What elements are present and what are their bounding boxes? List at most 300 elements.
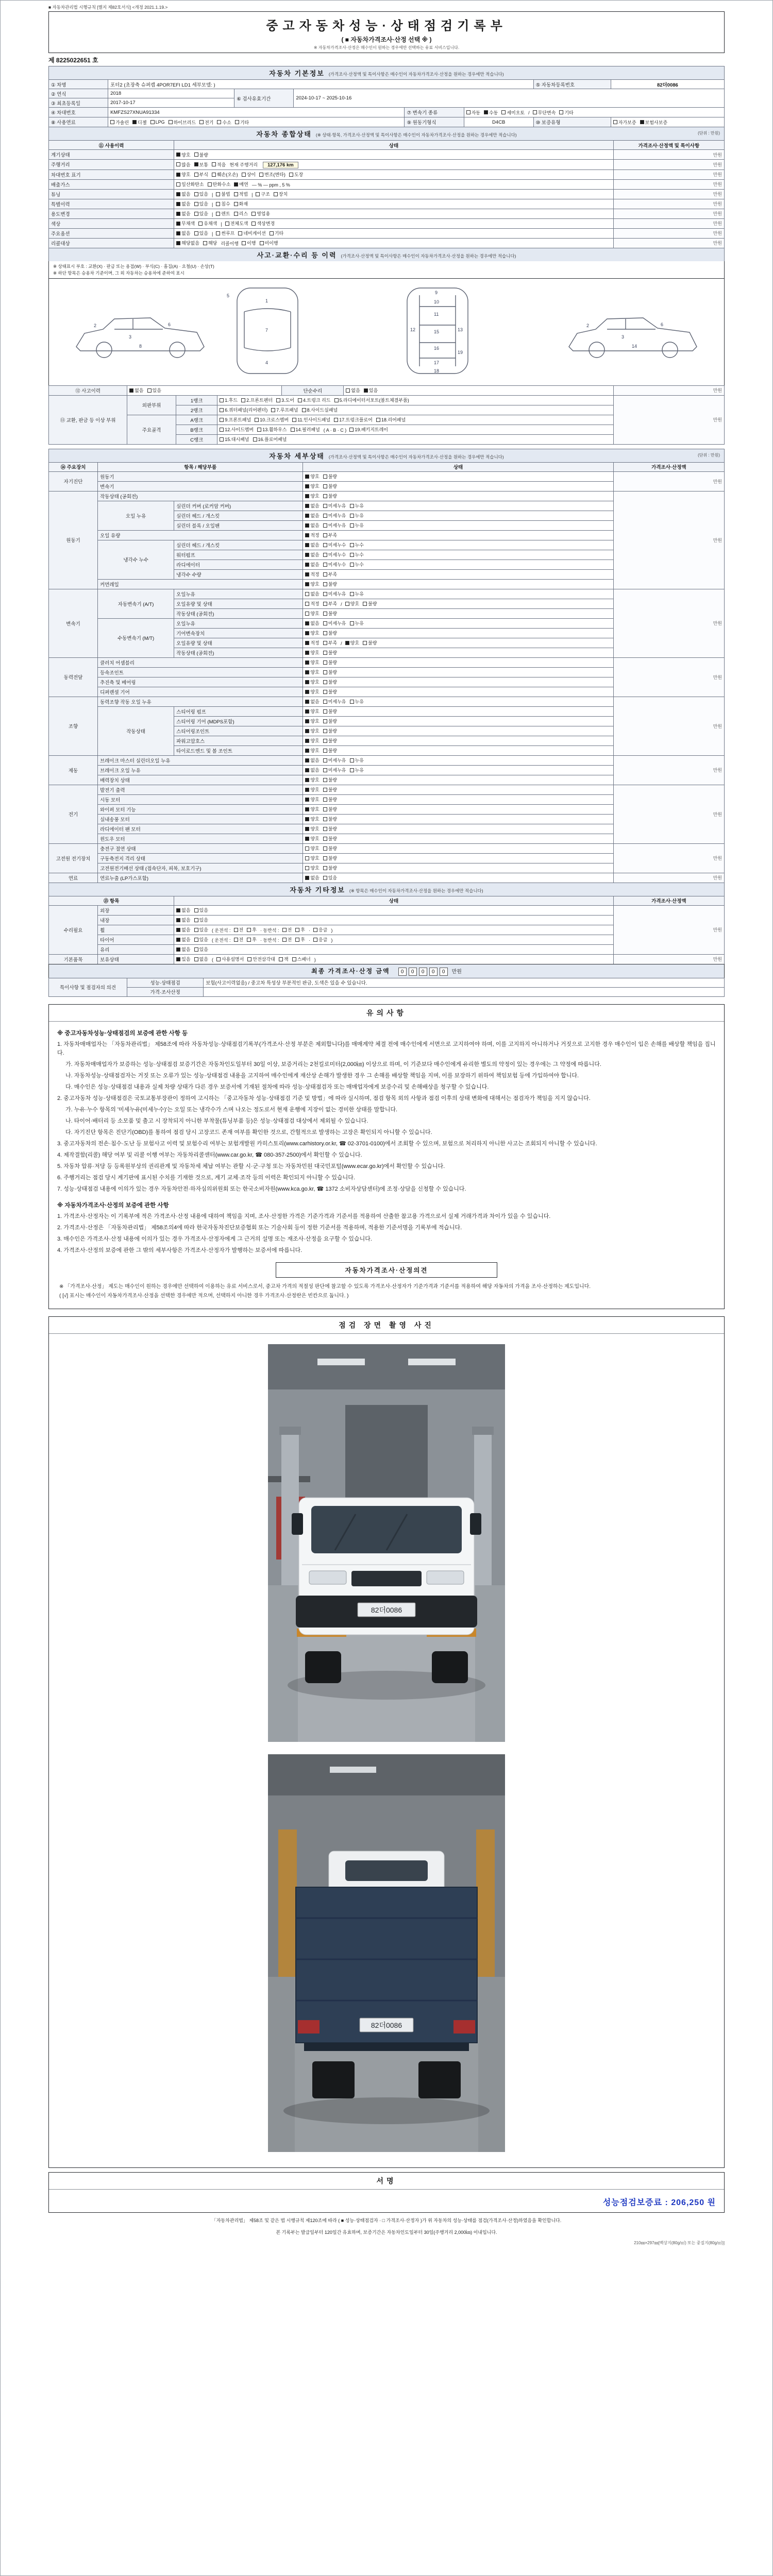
checkbox-label: 전 — [239, 937, 244, 942]
accident-history-label: ⑫ 사고이력 — [49, 385, 127, 395]
part-group-label: 외판부위 — [127, 395, 176, 415]
checkbox-불량[interactable] — [323, 865, 337, 871]
checkbox-불량[interactable] — [323, 649, 337, 656]
signature-body[interactable] — [49, 2190, 724, 2212]
checkbox-label: 17.트렁크플로어 — [339, 417, 373, 422]
checkbox-후[interactable] — [295, 926, 305, 933]
checkbox-수소[interactable] — [217, 119, 231, 126]
price-digit: 0 — [409, 968, 417, 976]
state-cell — [303, 824, 613, 834]
checkbox-없음[interactable] — [194, 956, 208, 962]
checkbox-양호[interactable] — [305, 845, 319, 852]
checkbox-구조[interactable] — [256, 191, 270, 197]
checkbox-없음[interactable] — [305, 502, 319, 509]
overall-state-cell — [174, 150, 614, 160]
checkbox-label: 불량 — [328, 719, 338, 724]
checkbox-양호[interactable] — [305, 659, 319, 666]
checkbox-전[interactable] — [234, 936, 244, 943]
checkbox-양호[interactable] — [176, 171, 190, 178]
checkbox-있음[interactable] — [194, 907, 208, 913]
checkbox-양호[interactable] — [305, 581, 319, 587]
checkbox-탄화수소[interactable] — [208, 181, 231, 188]
checkbox-부족[interactable] — [323, 532, 337, 538]
checkbox-전[interactable] — [282, 936, 292, 943]
checkbox-양호[interactable] — [345, 600, 359, 607]
checkbox-label: 보통 — [199, 162, 208, 167]
checkbox-해당없음[interactable] — [176, 240, 199, 246]
checkbox-양호[interactable] — [305, 649, 319, 656]
checkbox-불량[interactable] — [323, 688, 337, 695]
checkbox-화재[interactable] — [234, 200, 248, 207]
checkbox-없음[interactable] — [305, 561, 319, 568]
checkbox-label: 있음 — [368, 388, 378, 393]
checkbox-없음[interactable] — [176, 200, 190, 207]
checkbox-보험사보증[interactable] — [640, 119, 667, 126]
checkbox-미세누유[interactable] — [323, 502, 346, 509]
checkbox-label: 미세누수 — [328, 562, 346, 567]
item-name: 워터펌프 — [174, 550, 303, 560]
checkbox-양호[interactable] — [305, 483, 319, 489]
checkbox-누유[interactable] — [350, 767, 364, 773]
checkbox-label: 불량 — [328, 836, 338, 841]
checkbox-label: 15.대시패널 — [225, 437, 249, 442]
notice-line: 7. 성능·상태점검 내용에 이의가 있는 경우 자동차안전·하자심의위원회 또는 한국소비자원(www.kca.go.kr, ☎ 1372 소비자상담센터)에 조정·상담을 신청할 수 있습니다. — [57, 1186, 466, 1193]
checkbox-스패너[interactable] — [292, 956, 311, 962]
checkbox-있음[interactable] — [176, 956, 190, 962]
checkbox-불량[interactable] — [323, 855, 337, 861]
checkbox-누유[interactable] — [350, 522, 364, 529]
checkbox-불량[interactable] — [323, 708, 337, 715]
checkbox-부족[interactable] — [323, 600, 337, 607]
checkbox-수동[interactable] — [484, 109, 498, 116]
state-cell — [303, 834, 613, 843]
checkbox-이행[interactable] — [242, 240, 256, 246]
price-notice-line: 4. 가격조사·산정의 보증에 관한 그 밖의 세부사항은 가격조사·산정자가 발행하는 보증서에 따릅니다. — [57, 1247, 303, 1254]
checkbox-양호[interactable] — [305, 786, 319, 793]
checkbox-있음[interactable] — [147, 387, 161, 394]
checkbox-없음[interactable] — [176, 210, 190, 217]
checkbox-보통[interactable] — [194, 161, 208, 168]
checkbox-없음[interactable] — [176, 230, 190, 236]
checkbox-7.루프패널[interactable] — [271, 406, 298, 413]
checkbox-적정[interactable] — [305, 600, 319, 607]
checkbox-18.리어패널[interactable] — [376, 416, 406, 423]
checkbox-양호[interactable] — [305, 855, 319, 861]
checkbox-불량[interactable] — [363, 639, 377, 646]
price-notice-line: 3. 매수인은 가격조사·산정 내용에 이의가 있는 경우 가격조사·산정자에게 그 근거의 설명 또는 재조사·산정을 요구할 수 있습니다. — [57, 1236, 372, 1243]
check-separator: · — [308, 937, 310, 943]
checkbox-장치[interactable] — [274, 191, 288, 197]
checkbox-세미오토[interactable] — [501, 109, 525, 116]
checkbox-양호[interactable] — [176, 151, 190, 158]
checkbox-상이[interactable] — [242, 171, 256, 178]
checkbox-양호[interactable] — [305, 727, 319, 734]
checkbox-누유[interactable] — [350, 620, 364, 626]
checkbox-box — [194, 231, 198, 235]
checkbox-box — [194, 928, 198, 932]
checkbox-없음[interactable] — [305, 874, 319, 881]
checkbox-전체도색[interactable] — [225, 220, 248, 227]
state-cell — [303, 618, 613, 628]
checkbox-1.후드[interactable] — [220, 397, 238, 403]
checkbox-미세누유[interactable] — [323, 590, 346, 597]
checkbox-없음[interactable] — [305, 512, 319, 519]
state-cell — [303, 775, 613, 785]
checkbox-box — [305, 680, 309, 684]
checkbox-9.프론트패널[interactable] — [220, 416, 251, 423]
checkbox-19.패키지트레이[interactable] — [349, 426, 388, 433]
checkbox-불량[interactable] — [323, 845, 337, 852]
checkbox-6.쿼터패널(리어펜더)[interactable] — [220, 406, 267, 413]
checkbox-미세누유[interactable] — [323, 620, 346, 626]
checkbox-양호[interactable] — [305, 796, 319, 803]
checkbox-해당[interactable] — [203, 240, 217, 246]
checkbox-17.트렁크플로어[interactable] — [334, 416, 373, 423]
checkbox-13.휠하우스[interactable] — [257, 426, 287, 433]
checkbox-적정[interactable] — [305, 532, 319, 538]
checkbox-기타[interactable] — [235, 119, 249, 126]
checkbox-후[interactable] — [247, 926, 257, 933]
checkbox-불량[interactable] — [323, 806, 337, 812]
checkbox-없음[interactable] — [305, 541, 319, 548]
checkbox-전기[interactable] — [199, 119, 213, 126]
checkbox-불법[interactable] — [216, 191, 230, 197]
overall-row — [49, 160, 725, 170]
checkbox-무단변속[interactable] — [533, 109, 556, 116]
checkbox-양호[interactable] — [305, 816, 319, 822]
checkbox-불량[interactable] — [323, 776, 337, 783]
checkbox-양호[interactable] — [305, 688, 319, 695]
item-name: 실린더 헤드 / 개스킷 — [174, 540, 303, 550]
checkbox-응급[interactable] — [313, 936, 327, 943]
checkbox-없음[interactable] — [176, 946, 190, 953]
checkbox-불량[interactable] — [323, 796, 337, 803]
checkbox-양호[interactable] — [305, 835, 319, 842]
checkbox-box — [313, 938, 317, 942]
checkbox-썬루프[interactable] — [216, 230, 234, 236]
checkbox-box — [305, 602, 309, 606]
checkbox-label: 6.쿼터패널(리어펜더) — [225, 408, 268, 413]
checkbox-box — [323, 876, 327, 880]
checkbox-3.도어[interactable] — [276, 397, 294, 403]
checkbox-있음[interactable] — [194, 917, 208, 923]
notice-line: 4. 제작결함(리콜) 해당 여부 및 리콜 이행 여부는 자동차리콜센터(www.car.go.kr, ☎ 080-357-2500)에서 확인할 수 있습니다. — [57, 1151, 362, 1158]
checkbox-없음[interactable] — [305, 620, 319, 626]
checkbox-누유[interactable] — [350, 502, 364, 509]
checkbox-훼손(오손)[interactable] — [212, 171, 238, 178]
checkbox-box — [305, 572, 309, 577]
checkbox-불량[interactable] — [194, 151, 208, 158]
checkbox-네비게이션[interactable] — [238, 230, 265, 236]
final-price-digits — [397, 967, 462, 976]
item-name: 브레이크 마스터 실린더오일 누유 — [98, 755, 303, 765]
checkbox-LPG[interactable] — [150, 120, 165, 125]
price-notice-line: 1. 가격조사·산정자는 이 기록부에 적은 가격조사·산정 내용에 대하여 책임을 지며, 조사·산정한 가격은 기준가격과 기준서를 적용하여 산출한 참고용 가격으로서 실제 거래가격과 차이가 있을 수 있습니다. — [57, 1213, 551, 1220]
checkbox-있음[interactable] — [323, 874, 337, 881]
checkbox-양호[interactable] — [305, 669, 319, 675]
checkbox-양호[interactable] — [305, 737, 319, 744]
checkbox-사용설명서[interactable] — [216, 956, 244, 962]
checkbox-적법[interactable] — [234, 191, 248, 197]
checkbox-전[interactable] — [234, 926, 244, 933]
state-cell — [303, 677, 613, 687]
checkbox-box — [323, 543, 327, 547]
checkbox-누유[interactable] — [350, 512, 364, 519]
checkbox-영업용[interactable] — [251, 210, 270, 217]
checkbox-10.크로스멤버[interactable] — [255, 416, 289, 423]
check-separator: | — [251, 192, 253, 197]
checkbox-양호[interactable] — [305, 630, 319, 636]
checkbox-label: 없음 — [181, 201, 191, 207]
checkbox-미세누수[interactable] — [323, 551, 346, 558]
checkbox-미세누유[interactable] — [323, 698, 346, 705]
checkbox-box — [289, 173, 293, 177]
checkbox-box — [323, 572, 327, 577]
checkbox-양호[interactable] — [305, 473, 319, 480]
state-cell — [303, 853, 613, 863]
basic-title: 자동차 기본정보 — [269, 70, 325, 77]
checkbox-없음[interactable] — [305, 522, 319, 529]
checkbox-양호[interactable] — [345, 639, 359, 646]
checkbox-미이행[interactable] — [260, 240, 278, 246]
checkbox-box — [363, 641, 367, 645]
checkbox-많음[interactable] — [176, 161, 190, 168]
overall-item-label: 계기상태 — [49, 150, 174, 160]
check-separator: | — [211, 211, 213, 217]
overall-item-label: 리콜대상 — [49, 238, 174, 248]
device-name: 제동 — [49, 755, 98, 785]
item-name: 기어변속장치 — [174, 628, 303, 638]
checkbox-양호[interactable] — [305, 679, 319, 685]
checkbox-불량[interactable] — [323, 835, 337, 842]
checkbox-누유[interactable] — [350, 590, 364, 597]
checkbox-label: 누유 — [355, 503, 364, 509]
checkbox-양호[interactable] — [305, 747, 319, 754]
checkbox-미세누유[interactable] — [323, 767, 346, 773]
checkbox-box — [271, 408, 275, 412]
checkbox-15.대시패널[interactable] — [220, 436, 249, 443]
checkbox-있음[interactable] — [194, 191, 208, 197]
checkbox-미세누유[interactable] — [323, 512, 346, 519]
checkbox-양호[interactable] — [305, 610, 319, 617]
checkbox-자가보증[interactable] — [613, 119, 636, 126]
checkbox-불량[interactable] — [323, 825, 337, 832]
checkbox-16.플로어패널[interactable] — [253, 436, 287, 443]
checkbox-기타[interactable] — [559, 109, 573, 116]
checkbox-없음[interactable] — [305, 590, 319, 597]
checkbox-불량[interactable] — [323, 493, 337, 499]
checkbox-box — [176, 162, 180, 166]
checkbox-없음[interactable] — [129, 387, 143, 394]
checkbox-불량[interactable] — [323, 786, 337, 793]
checkbox-부식[interactable] — [194, 171, 208, 178]
checkbox-가솔린[interactable] — [110, 119, 129, 126]
checkbox-적음[interactable] — [212, 161, 226, 168]
checkbox-있음[interactable] — [194, 210, 208, 217]
checkbox-미세누유[interactable] — [323, 757, 346, 764]
engine-type-label: ⑨ 원동기형식 — [405, 117, 464, 127]
price-unit: 만원 — [451, 969, 462, 975]
checkbox-label: 미세누수 — [328, 552, 346, 557]
checkbox-전[interactable] — [282, 926, 292, 933]
checkbox-미세누유[interactable] — [323, 522, 346, 529]
checkbox-5.라디에이터서포트(볼트체결부품)[interactable] — [334, 397, 409, 403]
final-price-label: 최종 가격조사·산정 금액 — [311, 968, 390, 975]
checkbox-불량[interactable] — [323, 610, 337, 617]
checkbox-불량[interactable] — [323, 727, 337, 734]
checkbox-양호[interactable] — [305, 493, 319, 499]
checkbox-4.트렁크 리드[interactable] — [298, 397, 330, 403]
checkbox-누수[interactable] — [350, 561, 364, 568]
checkbox-label: 불량 — [328, 777, 338, 783]
checkbox-있음[interactable] — [194, 200, 208, 207]
checkbox-label: 18.리어패널 — [381, 417, 406, 422]
checkbox-box — [323, 719, 327, 723]
checkbox-자동[interactable] — [466, 109, 480, 116]
checkbox-label: 있음 — [199, 211, 208, 216]
year-label: ② 연식 — [49, 89, 108, 98]
checkbox-11.인사이드패널[interactable] — [292, 416, 330, 423]
checkbox-기타[interactable] — [270, 230, 283, 236]
checkbox-디젤[interactable] — [132, 119, 146, 126]
overall-row — [49, 228, 725, 238]
checkbox-2.프론트펜더[interactable] — [241, 397, 273, 403]
checkbox-8.사이드실패널[interactable] — [302, 406, 338, 413]
checkbox-불량[interactable] — [323, 718, 337, 724]
checkbox-누유[interactable] — [350, 698, 364, 705]
car-name-label: ① 차명 — [49, 80, 108, 89]
checkbox-불량[interactable] — [323, 483, 337, 489]
checkbox-불량[interactable] — [323, 747, 337, 754]
checkbox-label: 없음 — [135, 388, 144, 393]
checkbox-있음[interactable] — [194, 936, 208, 943]
checkbox-불량[interactable] — [323, 630, 337, 636]
checkbox-도장[interactable] — [289, 171, 303, 178]
checkbox-14.필러패널[interactable] — [291, 426, 320, 433]
checkbox-box — [256, 192, 260, 196]
checkbox-label: 누유 — [355, 699, 364, 704]
checkbox-불량[interactable] — [323, 581, 337, 587]
checkbox-렌트[interactable] — [216, 210, 230, 217]
checkbox-label: 가솔린 — [115, 120, 129, 125]
checkbox-box — [225, 222, 229, 226]
checkbox-있음[interactable] — [194, 230, 208, 236]
checkbox-label: 1.후드 — [225, 398, 238, 403]
checkbox-부족[interactable] — [323, 571, 337, 578]
checkbox-양호[interactable] — [305, 865, 319, 871]
checkbox-box — [323, 837, 327, 841]
checkbox-있음[interactable] — [364, 387, 378, 394]
checkbox-없음[interactable] — [305, 757, 319, 764]
checkbox-label: 없음 — [181, 908, 191, 913]
checkbox-불량[interactable] — [323, 679, 337, 685]
checkbox-하이브리드[interactable] — [169, 119, 196, 126]
checkbox-후[interactable] — [295, 936, 305, 943]
checkbox-일산화탄소[interactable] — [176, 181, 204, 188]
checkbox-무채색[interactable] — [176, 220, 195, 227]
checkbox-label: 적정 — [310, 572, 320, 577]
checkbox-부족[interactable] — [323, 639, 337, 646]
checkbox-색상변경[interactable] — [251, 220, 275, 227]
transmission-label: ⑦ 변속기 종류 — [405, 108, 464, 117]
checkbox-불량[interactable] — [363, 600, 377, 607]
checkbox-변조(변타)[interactable] — [259, 171, 285, 178]
checkbox-없음[interactable] — [176, 907, 190, 913]
checkbox-box — [176, 947, 180, 952]
checkbox-후[interactable] — [247, 936, 257, 943]
reg-no-label: ⑤ 자동차등록번호 — [533, 80, 611, 89]
checkbox-양호[interactable] — [305, 806, 319, 812]
checkbox-양호[interactable] — [305, 825, 319, 832]
checkbox-label: 양호 — [310, 719, 320, 724]
checkbox-누유[interactable] — [350, 757, 364, 764]
checkbox-유채색[interactable] — [198, 220, 217, 227]
checkbox-리스[interactable] — [234, 210, 248, 217]
checkbox-box — [305, 621, 309, 625]
checkbox-불량[interactable] — [323, 816, 337, 822]
checkbox-안전삼각대[interactable] — [247, 956, 275, 962]
checkbox-label: 전 — [287, 937, 292, 942]
checkbox-미세누수[interactable] — [323, 561, 346, 568]
checkbox-미세누수[interactable] — [323, 541, 346, 548]
checkbox-있음[interactable] — [194, 946, 208, 953]
checkbox-적정[interactable] — [305, 639, 319, 646]
checkbox-box — [305, 758, 309, 762]
checkbox-잭[interactable] — [279, 956, 289, 962]
checkbox-불량[interactable] — [323, 669, 337, 675]
state-cell — [303, 794, 613, 804]
checkbox-적정[interactable] — [305, 571, 319, 578]
checkbox-불량[interactable] — [323, 473, 337, 480]
car-name-value: 포터2 (초장축 슈퍼캡 4POR7EFI LD1 세부모델: ) — [108, 80, 534, 89]
checkbox-있음[interactable] — [194, 926, 208, 933]
checkbox-침수[interactable] — [216, 200, 230, 207]
checkbox-없음[interactable] — [176, 926, 190, 933]
svg-text:7: 7 — [265, 327, 268, 333]
checkbox-box — [212, 173, 216, 177]
document-subtitle-note: ※ 자동차가격조사·산정은 매수인이 원하는 경우에만 선택하는 유료 서비스입니다. — [313, 45, 460, 50]
basic-title-bar — [49, 66, 725, 80]
checkbox-box — [305, 866, 309, 870]
checkbox-누수[interactable] — [350, 551, 364, 558]
checkbox-없음[interactable] — [176, 917, 190, 923]
checkbox-없음[interactable] — [176, 191, 190, 197]
checkbox-box — [176, 192, 180, 196]
checkbox-없음[interactable] — [305, 551, 319, 558]
overall-state-cell — [174, 218, 614, 228]
checkbox-없음[interactable] — [305, 767, 319, 773]
checkbox-없음[interactable] — [176, 936, 190, 943]
checkbox-불량[interactable] — [323, 737, 337, 744]
checkbox-응급[interactable] — [313, 926, 327, 933]
price-notice-tail2: ( [√] 표시는 매수인이 자동차가격조사·산정을 선택한 경우에만 적으며, 선택하지 아니한 경우 가격조사·산정란은 빈칸으로 둡니다. ) — [59, 1293, 349, 1299]
checkbox-label: LPG — [155, 120, 165, 125]
checkbox-양호[interactable] — [305, 708, 319, 715]
checkbox-불량[interactable] — [323, 659, 337, 666]
checkbox-없음[interactable] — [346, 387, 360, 394]
checkbox-12.사이드멤버[interactable] — [220, 426, 254, 433]
checkbox-매연[interactable] — [234, 181, 248, 188]
checkbox-누수[interactable] — [350, 541, 364, 548]
checkbox-box — [350, 514, 354, 518]
checkbox-label: 있음 — [199, 927, 208, 933]
checkbox-label: 양호 — [310, 660, 320, 665]
state-cell — [303, 550, 613, 560]
checkbox-label: 4.트렁크 리드 — [303, 398, 331, 403]
checkbox-없음[interactable] — [305, 698, 319, 705]
checkbox-양호[interactable] — [305, 776, 319, 783]
checkbox-양호[interactable] — [305, 718, 319, 724]
